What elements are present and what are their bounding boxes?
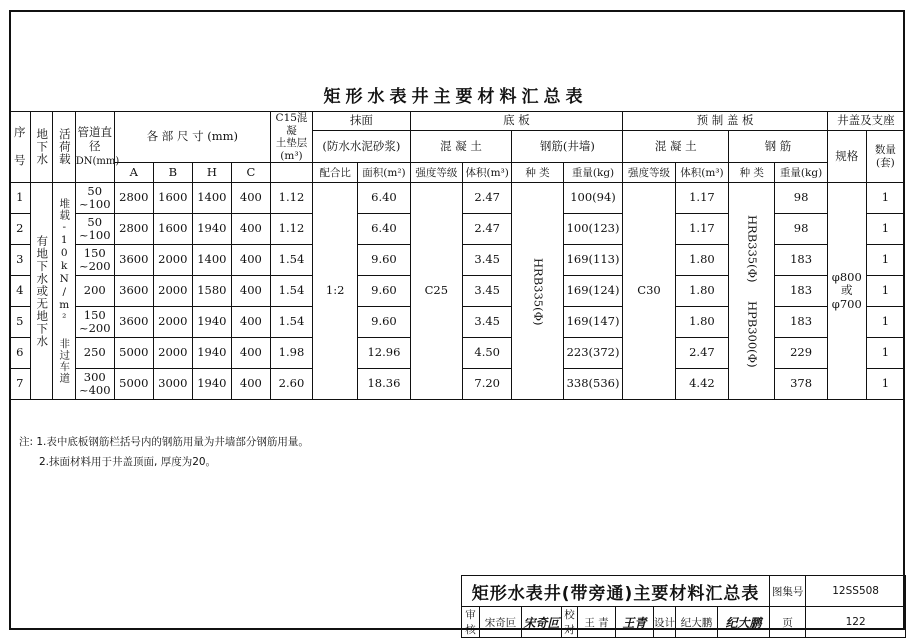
base-volume: 7.20 [463, 369, 512, 400]
dim-h: 1940 [192, 369, 231, 400]
dim-b: 1600 [153, 214, 192, 245]
base-rebar-weight: 100(94) [563, 183, 623, 214]
base-rebar-weight: 100(123) [563, 214, 623, 245]
plaster-area: 6.40 [358, 214, 410, 245]
page-label: 页 [770, 607, 806, 638]
base-rebar-weight: 338(536) [563, 369, 623, 400]
header-mix-ratio: 配合比 [313, 163, 358, 183]
header-plaster-sub: (防水水泥砂浆) [313, 131, 411, 163]
pipe-dn: 150 ~200 [75, 245, 114, 276]
base-rebar-kind: HRB335(Φ) [531, 257, 546, 326]
dim-a: 2800 [114, 214, 153, 245]
cover-quantity: 1 [866, 369, 904, 400]
underground-text: 有地下水或无地下水 [35, 235, 50, 348]
base-volume: 2.47 [463, 214, 512, 245]
base-rebar-kind-cell [512, 183, 563, 400]
header-dim-c: C [231, 163, 270, 183]
dim-c: 400 [231, 369, 270, 400]
cover-rebar-weight: 98 [775, 183, 827, 214]
base-volume: 3.45 [463, 276, 512, 307]
dim-h: 1580 [192, 276, 231, 307]
note-2: 2.抹面材料用于井盖顶面, 厚度为20。 [39, 456, 217, 468]
c15-volume: 1.12 [270, 183, 312, 214]
base-volume: 3.45 [463, 307, 512, 338]
header-weight: 重量(kg) [563, 163, 623, 183]
plaster-area: 9.60 [358, 307, 410, 338]
base-rebar-weight: 169(124) [563, 276, 623, 307]
row-number: 5 [10, 307, 31, 338]
plaster-area: 6.40 [358, 183, 410, 214]
header-rebar: 钢 筋 [729, 131, 828, 163]
plaster-area: 9.60 [358, 276, 410, 307]
title-block [461, 575, 906, 638]
reviewer-signature: 宋奇叵 [522, 607, 562, 638]
dim-h: 1940 [192, 214, 231, 245]
cover-volume: 1.80 [675, 245, 728, 276]
header-qty: 数量(套) [866, 131, 904, 183]
design-label: 设计 [654, 607, 676, 638]
header-pipe: 管道直径 DN(mm) [75, 112, 114, 183]
header-dim-h: H [192, 163, 231, 183]
dim-a: 3600 [114, 307, 153, 338]
c15-volume: 1.54 [270, 245, 312, 276]
cover-rebar-weight: 229 [775, 338, 827, 369]
checker-name: 王 青 [578, 607, 616, 638]
spec-3: φ700 [831, 297, 862, 312]
header-volume2: 体积(m³) [675, 163, 728, 183]
mix-ratio-cell: 1:2 [313, 183, 358, 400]
c15-volume: 1.98 [270, 338, 312, 369]
base-strength-cell: C25 [410, 183, 462, 400]
review-label: 审核 [462, 607, 480, 638]
load-text: 堆载-10kN/m² 非过车道 [58, 198, 71, 385]
cover-rebar-weight: 183 [775, 276, 827, 307]
notes [19, 432, 309, 472]
dim-b: 2000 [153, 338, 192, 369]
c15-volume: 1.54 [270, 307, 312, 338]
header-dim-a: A [114, 163, 153, 183]
dim-h: 1400 [192, 245, 231, 276]
cover-volume: 1.17 [675, 214, 728, 245]
note-1: 注: 1.表中底板钢筋栏括号内的钢筋用量为井墙部分钢筋用量。 [19, 436, 309, 448]
header-volume: 体积(m³) [463, 163, 512, 183]
plaster-area: 12.96 [358, 338, 410, 369]
table-title: 矩形水表井主要材料汇总表 [323, 87, 588, 107]
designer-name: 纪大鹏 [676, 607, 718, 638]
header-dim-b: B [153, 163, 192, 183]
pipe-dn: 250 [75, 338, 114, 369]
c15-volume: 2.60 [270, 369, 312, 400]
header-concrete: 混 凝 土 [410, 131, 512, 163]
cover-volume: 2.47 [675, 338, 728, 369]
row-number: 3 [10, 245, 31, 276]
pipe-dn: 150 ~200 [75, 307, 114, 338]
cover-volume: 4.42 [675, 369, 728, 400]
cover-spec-cell [827, 183, 866, 400]
cover-strength-cell: C30 [623, 183, 675, 400]
dim-a: 5000 [114, 369, 153, 400]
cover-rebar-weight: 98 [775, 214, 827, 245]
cover-quantity: 1 [866, 338, 904, 369]
cover-quantity: 1 [866, 307, 904, 338]
checker-signature: 王青 [616, 607, 654, 638]
cover-volume: 1.80 [675, 276, 728, 307]
check-label: 校对 [562, 607, 578, 638]
row-number: 2 [10, 214, 31, 245]
cover-volume: 1.80 [675, 307, 728, 338]
header-plaster: 抹面 [313, 112, 411, 131]
header-underground: 地下水 [30, 112, 53, 183]
cover-quantity: 1 [866, 183, 904, 214]
cover-rebar-kind-2: HPB300(Φ) [745, 300, 760, 368]
pipe-dn: 50 ~100 [75, 183, 114, 214]
table-row [10, 183, 905, 214]
header-kind2: 种 类 [729, 163, 775, 183]
cover-rebar-weight: 183 [775, 245, 827, 276]
dim-b: 3000 [153, 369, 192, 400]
cover-rebar-kind-cell [729, 183, 775, 400]
cover-quantity: 1 [866, 214, 904, 245]
base-rebar-weight: 169(147) [563, 307, 623, 338]
page-number: 122 [806, 607, 906, 638]
cover-rebar-kind-1: HRB335(Φ) [745, 215, 760, 283]
dim-c: 400 [231, 276, 270, 307]
row-number: 7 [10, 369, 31, 400]
header-seq: 序 号 [10, 112, 31, 183]
drawing-title: 矩形水表井(带旁通)主要材料汇总表 [462, 576, 770, 607]
base-rebar-weight: 223(372) [563, 338, 623, 369]
dim-h: 1940 [192, 307, 231, 338]
atlas-number: 12SS508 [806, 576, 906, 607]
header-concrete2: 混 凝 土 [623, 131, 729, 163]
c15-volume: 1.12 [270, 214, 312, 245]
cover-quantity: 1 [866, 276, 904, 307]
header-precast: 预 制 盖 板 [623, 112, 827, 131]
header-rebar-wall: 钢筋(井墙) [512, 131, 623, 163]
header-spec: 规格 [827, 131, 866, 183]
reviewer-name: 宋奇叵 [480, 607, 522, 638]
dim-c: 400 [231, 307, 270, 338]
cover-rebar-weight: 378 [775, 369, 827, 400]
dim-a: 3600 [114, 245, 153, 276]
header-dims: 各 部 尺 寸 (mm) [114, 112, 270, 163]
dim-c: 400 [231, 183, 270, 214]
base-volume: 3.45 [463, 245, 512, 276]
dim-h: 1400 [192, 183, 231, 214]
cover-quantity: 1 [866, 245, 904, 276]
load-cell [53, 183, 76, 400]
cover-volume: 1.17 [675, 183, 728, 214]
dim-c: 400 [231, 214, 270, 245]
dim-a: 2800 [114, 183, 153, 214]
header-load: 活荷载 [53, 112, 76, 183]
row-number: 4 [10, 276, 31, 307]
dim-b: 2000 [153, 276, 192, 307]
dim-a: 5000 [114, 338, 153, 369]
atlas-label: 图集号 [770, 576, 806, 607]
dim-h: 1940 [192, 338, 231, 369]
pipe-dn: 50 ~100 [75, 214, 114, 245]
cover-rebar-weight: 183 [775, 307, 827, 338]
dim-a: 3600 [114, 276, 153, 307]
row-number: 6 [10, 338, 31, 369]
header-c15: C15混凝 土垫层 (m³) [270, 112, 312, 163]
base-rebar-weight: 169(113) [563, 245, 623, 276]
pipe-dn: 200 [75, 276, 114, 307]
dim-b: 2000 [153, 307, 192, 338]
designer-signature: 纪大鹏 [718, 607, 770, 638]
header-cover: 井盖及支座 [827, 112, 904, 131]
spec-1: φ800 [831, 269, 862, 284]
header-kind: 种 类 [512, 163, 563, 183]
header-strength: 强度等级 [410, 163, 462, 183]
dim-b: 1600 [153, 183, 192, 214]
header-strength2: 强度等级 [623, 163, 675, 183]
row-number: 1 [10, 183, 31, 214]
pipe-dn: 300 ~400 [75, 369, 114, 400]
header-area: 面积(m²) [358, 163, 410, 183]
header-base: 底 板 [410, 112, 623, 131]
base-volume: 2.47 [463, 183, 512, 214]
plaster-area: 9.60 [358, 245, 410, 276]
header-weight2: 重量(kg) [775, 163, 827, 183]
spec-2: 或 [841, 283, 853, 298]
dim-c: 400 [231, 245, 270, 276]
c15-volume: 1.54 [270, 276, 312, 307]
plaster-area: 18.36 [358, 369, 410, 400]
underground-cell [30, 183, 53, 400]
header-c15-unit-cell [270, 163, 312, 183]
dim-b: 2000 [153, 245, 192, 276]
materials-table [9, 111, 905, 400]
dim-c: 400 [231, 338, 270, 369]
base-volume: 4.50 [463, 338, 512, 369]
